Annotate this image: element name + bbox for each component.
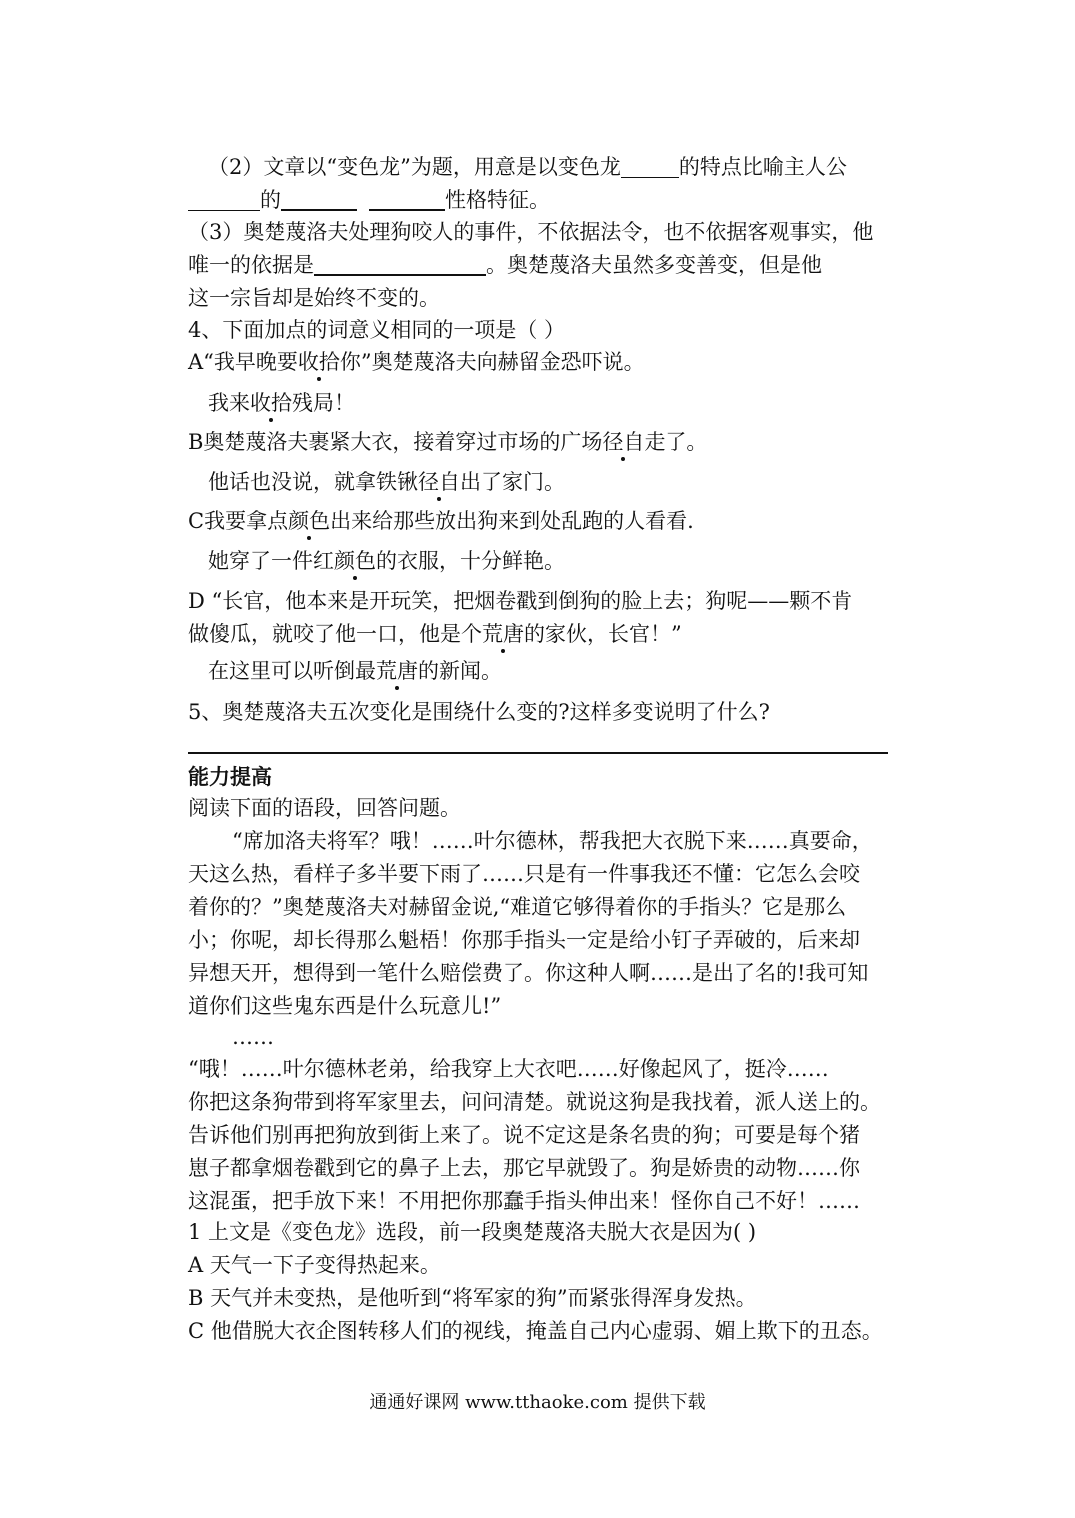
q2-line2 bbox=[188, 185, 550, 215]
text: 走了。 bbox=[644, 430, 708, 454]
q2-text-d: 性格特征。 bbox=[445, 188, 550, 212]
q4-option-d-line1: D “长官，他本来是开玩笑，把烟卷戳到倒狗的脸上去；狗呢——颗不肯 bbox=[188, 589, 853, 613]
passage-2-line: 你把这条狗带到将军家里去，问问清楚。就说这狗是我找着，派人送上的。 bbox=[188, 1090, 881, 1114]
q4-option-a-line2 bbox=[208, 388, 355, 418]
q4-option-c-line1 bbox=[188, 506, 694, 536]
passage-ellipsis: …… bbox=[232, 1025, 274, 1049]
q3-text-b: 。奥楚蔑洛夫虽然多变善变，但是他 bbox=[486, 253, 822, 277]
text: 在这里可以听倒最 bbox=[208, 659, 376, 683]
q2-blank-4[interactable] bbox=[369, 187, 445, 211]
dotted-word: 荒唐 bbox=[376, 659, 418, 683]
text: A“我早晚要 bbox=[188, 350, 298, 374]
dotted-word: 荒唐 bbox=[482, 622, 524, 646]
passage-2-line: 告诉他们别再把狗放到街上来了。说不定这是条名贵的狗；可要是每个猪 bbox=[188, 1123, 860, 1147]
text: 我来 bbox=[208, 391, 250, 415]
q3-blank[interactable] bbox=[314, 252, 486, 276]
dotted-word: 径自 bbox=[602, 430, 645, 454]
q4-option-d-line3 bbox=[208, 656, 502, 686]
passage-2-line: “哦！……叶尔德林老弟，给我穿上大衣吧……好像起风了，挺冷…… bbox=[188, 1057, 829, 1081]
section-heading: 能力提高 bbox=[188, 765, 272, 789]
q3-line2 bbox=[188, 250, 822, 280]
text: 他话也没说，就拿铁锹 bbox=[208, 470, 418, 494]
option-b: B 天气并未变热，是他听到“将军家的狗”而紧张得浑身发热。 bbox=[188, 1286, 757, 1310]
q2-text-c: 的 bbox=[260, 188, 281, 212]
q4-option-b-line2 bbox=[208, 467, 565, 497]
passage-1-line: 道你们这些鬼东西是什么玩意儿!” bbox=[188, 994, 502, 1018]
q3-text-a: 唯一的依据是 bbox=[188, 253, 314, 277]
section-divider bbox=[188, 752, 888, 754]
dotted-word: 收拾 bbox=[250, 391, 292, 415]
text: C我要拿点 bbox=[188, 509, 289, 533]
passage-1-line: “席加洛夫将军？哦！……叶尔德林，帮我把大衣脱下来……真要命， bbox=[232, 829, 873, 853]
text: 出来给那些放出狗来到处乱跑的人看看. bbox=[330, 509, 694, 533]
q4-stem: 4、下面加点的词意义相同的一项是（ ） bbox=[188, 318, 566, 342]
q2-blank-2[interactable] bbox=[188, 188, 260, 211]
option-c: C 他借脱大衣企图转移人们的视线，掩盖自己内心虚弱、媚上欺下的丑态。 bbox=[188, 1319, 883, 1343]
q2-text-b: 的特点比喻主人公 bbox=[678, 155, 847, 179]
passage-1-line: 天这么热，看样子多半要下雨了……只是有一件事我还不懂：它怎么会咬 bbox=[188, 862, 860, 886]
text: 残局！ bbox=[292, 391, 355, 415]
dotted-word: 颜色 bbox=[334, 549, 376, 573]
q2-text-a: （2）文章以“变色龙”为题，用意是以变色龙 bbox=[208, 155, 621, 179]
text: 的家伙，长官！” bbox=[524, 622, 682, 646]
q4-option-d-line2 bbox=[188, 619, 682, 649]
passage-2-line: 崽子都拿烟卷戳到它的鼻子上去，那它早就毁了。狗是娇贵的动物……你 bbox=[188, 1156, 860, 1180]
text: B奥楚蔑洛夫裹紧大衣，接着穿过市场的广场 bbox=[188, 430, 603, 454]
text: 出了家门。 bbox=[460, 470, 565, 494]
passage-1-line: 小；你呢，却长得那么魁梧！你那手指头一定是给小钉子弄破的，后来却 bbox=[188, 928, 860, 952]
passage-1-line: 异想天开，想得到一笔什么赔偿费了。你这种人啊……是出了名的!我可知 bbox=[188, 961, 869, 985]
q3-line3: 这一宗旨却是始终不变的。 bbox=[188, 286, 440, 310]
text: 做傻瓜，就咬了他一口，他是个 bbox=[188, 622, 482, 646]
passage-2-line: 这混蛋，把手放下来！不用把你那蠢手指头伸出来！怪你自己不好！…… bbox=[188, 1189, 860, 1213]
q3-line1: （3）奥楚蔑洛夫处理狗咬人的事件，不依据法令，也不依据客观事实，他 bbox=[188, 220, 874, 244]
option-a: A 天气一下子变得热起来。 bbox=[188, 1253, 441, 1277]
footer-text: 通通好课网 www.tthaoke.com 提供下载 bbox=[369, 1392, 706, 1413]
q2-blank-3[interactable] bbox=[281, 187, 357, 211]
question-1: 1 上文是《变色龙》选段，前一段奥楚蔑洛夫脱大衣是因为( ) bbox=[188, 1220, 757, 1244]
text: 她穿了一件红 bbox=[208, 549, 334, 573]
text: 你”奥楚蔑洛夫向赫留金恐吓说。 bbox=[339, 350, 645, 374]
dotted-word: 径自 bbox=[418, 470, 460, 494]
q4-option-c-line2 bbox=[208, 546, 565, 576]
passage-1-line: 着你的？”奥楚蔑洛夫对赫留金说,“难道它够得着你的手指头？它是那么 bbox=[188, 895, 847, 919]
reading-intro: 阅读下面的语段，回答问题。 bbox=[188, 796, 461, 820]
text: 的衣服，十分鲜艳。 bbox=[376, 549, 565, 573]
dotted-word: 收拾 bbox=[297, 350, 340, 374]
q2-line1 bbox=[208, 152, 847, 182]
text: 的新闻。 bbox=[418, 659, 502, 683]
q4-option-b-line1 bbox=[188, 427, 707, 457]
dotted-word: 颜色 bbox=[288, 509, 331, 533]
q2-blank-1[interactable] bbox=[621, 155, 679, 178]
q4-option-a-line1 bbox=[188, 347, 645, 377]
q5: 5、奥楚蔑洛夫五次变化是围绕什么变的?这样多变说明了什么? bbox=[188, 700, 770, 724]
